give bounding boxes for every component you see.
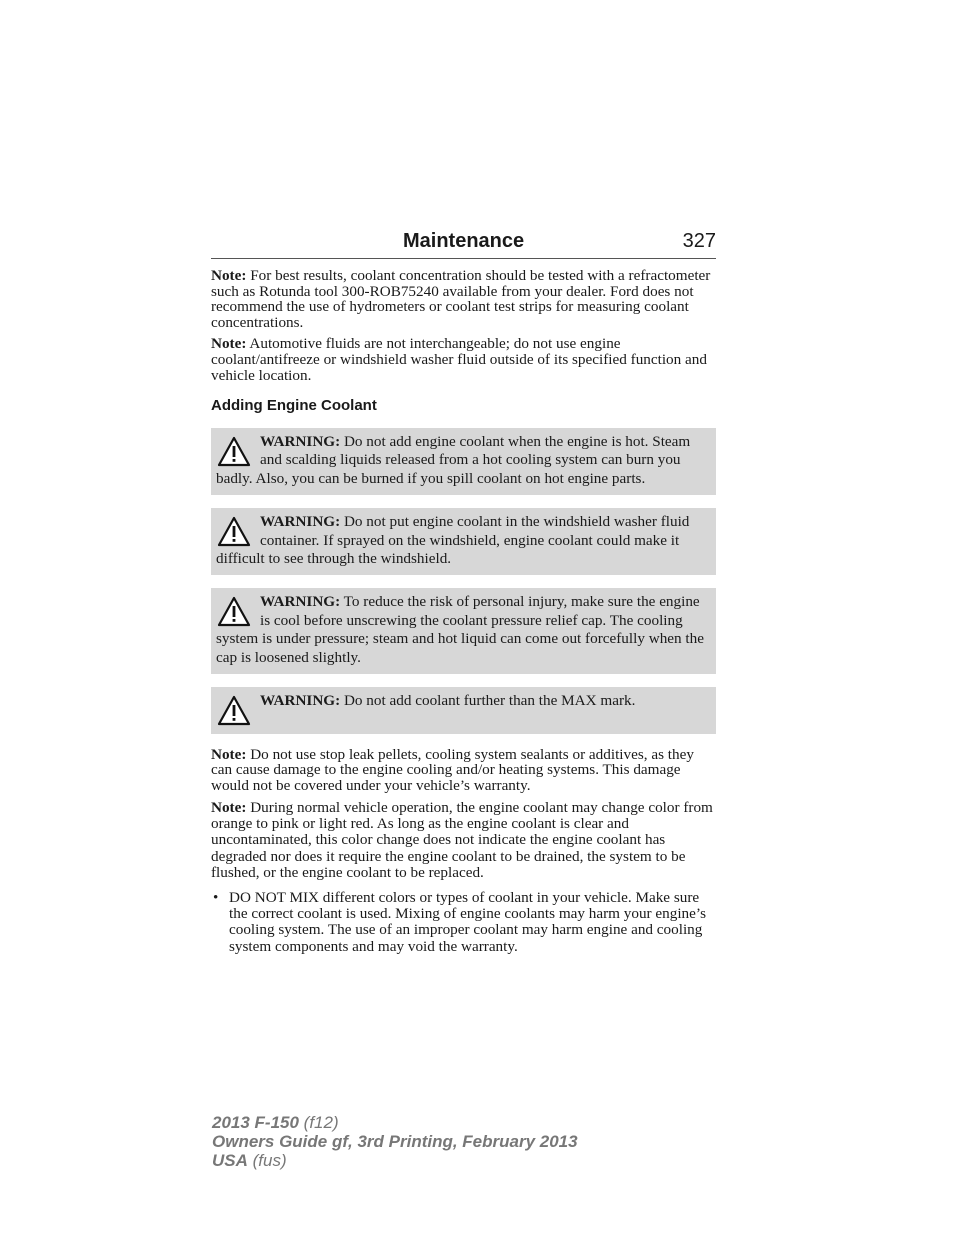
warning-text: Do not put engine coolant in the windshield washer fluid container. If sprayed on the windshield, engine coolant could make it difficult to see through the windshield.	[216, 512, 690, 568]
note-paragraph	[211, 747, 716, 794]
footer-edition: Owners Guide gf, 3rd Printing, February 2013	[212, 1132, 578, 1151]
note-text: During normal vehicle operation, the engine coolant may change color from orange to pink or light red. As long as the engine coolant is clear and uncontaminated, this color change does not indicate the engine coolant has degraded nor does it require the engine coolant to be drained, the system to be flushed, or the engine coolant to be replaced.	[211, 798, 713, 882]
warning-triangle-icon	[217, 515, 251, 549]
bullet-item	[211, 890, 716, 956]
page-number: 327	[682, 230, 716, 252]
footer-line	[212, 1113, 578, 1132]
footer-market: USA	[212, 1151, 248, 1170]
footer-model-code: (f12)	[298, 1113, 339, 1132]
warning-triangle-icon	[217, 694, 251, 728]
page-header	[211, 228, 716, 259]
warning-box	[211, 508, 716, 575]
note-paragraph	[211, 800, 716, 882]
note-text: Automotive fluids are not interchangeable; do not use engine coolant/antifreeze or windshield washer fluid outside of its specified function and vehicle location.	[211, 335, 707, 384]
footer-market-code: (fus)	[247, 1151, 287, 1170]
note-paragraph	[211, 268, 716, 330]
warning-label: WARNING:	[260, 592, 341, 610]
warning-label: WARNING:	[260, 432, 341, 450]
note-text: Do not use stop leak pellets, cooling system sealants or additives, as they can cause damage to the engine cooling and/or heating systems. This damage would not be covered under your vehicle’s warranty.	[211, 745, 694, 794]
page-footer	[212, 1113, 578, 1170]
warning-box	[211, 428, 716, 495]
note-label: Note:	[211, 798, 247, 816]
warning-triangle-icon	[217, 435, 251, 469]
bullet-text: DO NOT MIX different colors or types of coolant in your vehicle. Make sure the correct coolant is used. Mixing of engine coolants may harm your engine’s cooling system. The use of an improper coolant may harm engine and cooling system components and may void the warranty.	[229, 888, 707, 955]
warning-box	[211, 687, 716, 734]
footer-line	[212, 1151, 578, 1170]
note-paragraph	[211, 336, 716, 383]
page-content	[211, 268, 716, 955]
warning-label: WARNING:	[260, 512, 341, 530]
warning-text: Do not add engine coolant when the engine is hot. Steam and scalding liquids released from a hot cooling system can burn you badly. Also, you can be burned if you spill coolant on hot engine parts.	[216, 432, 691, 488]
warning-triangle-icon	[217, 595, 251, 629]
note-text: For best results, coolant concentration should be tested with a refractometer such as Rotunda tool 300-ROB75240 available from your dealer. Ford does not recommend the use of hydrometers or coolant test strips for measuring coolant concentrations.	[211, 267, 711, 331]
warning-text: Do not add coolant further than the MAX mark.	[340, 691, 636, 709]
section-title: Maintenance	[403, 230, 525, 252]
note-label: Note:	[211, 745, 247, 763]
bullet-dot: •	[213, 888, 219, 906]
footer-model: 2013 F-150	[212, 1113, 299, 1132]
warning-box	[211, 588, 716, 674]
warning-text: To reduce the risk of personal injury, make sure the engine is cool before unscrewing the coolant pressure relief cap. The cooling system is under pressure; steam and hot liquid can come out forcefully when the cap is loosened slightly.	[216, 592, 704, 667]
note-label: Note:	[211, 267, 247, 284]
subheading: Adding Engine Coolant	[211, 397, 377, 415]
note-label: Note:	[211, 335, 247, 353]
warning-label: WARNING:	[260, 691, 341, 709]
